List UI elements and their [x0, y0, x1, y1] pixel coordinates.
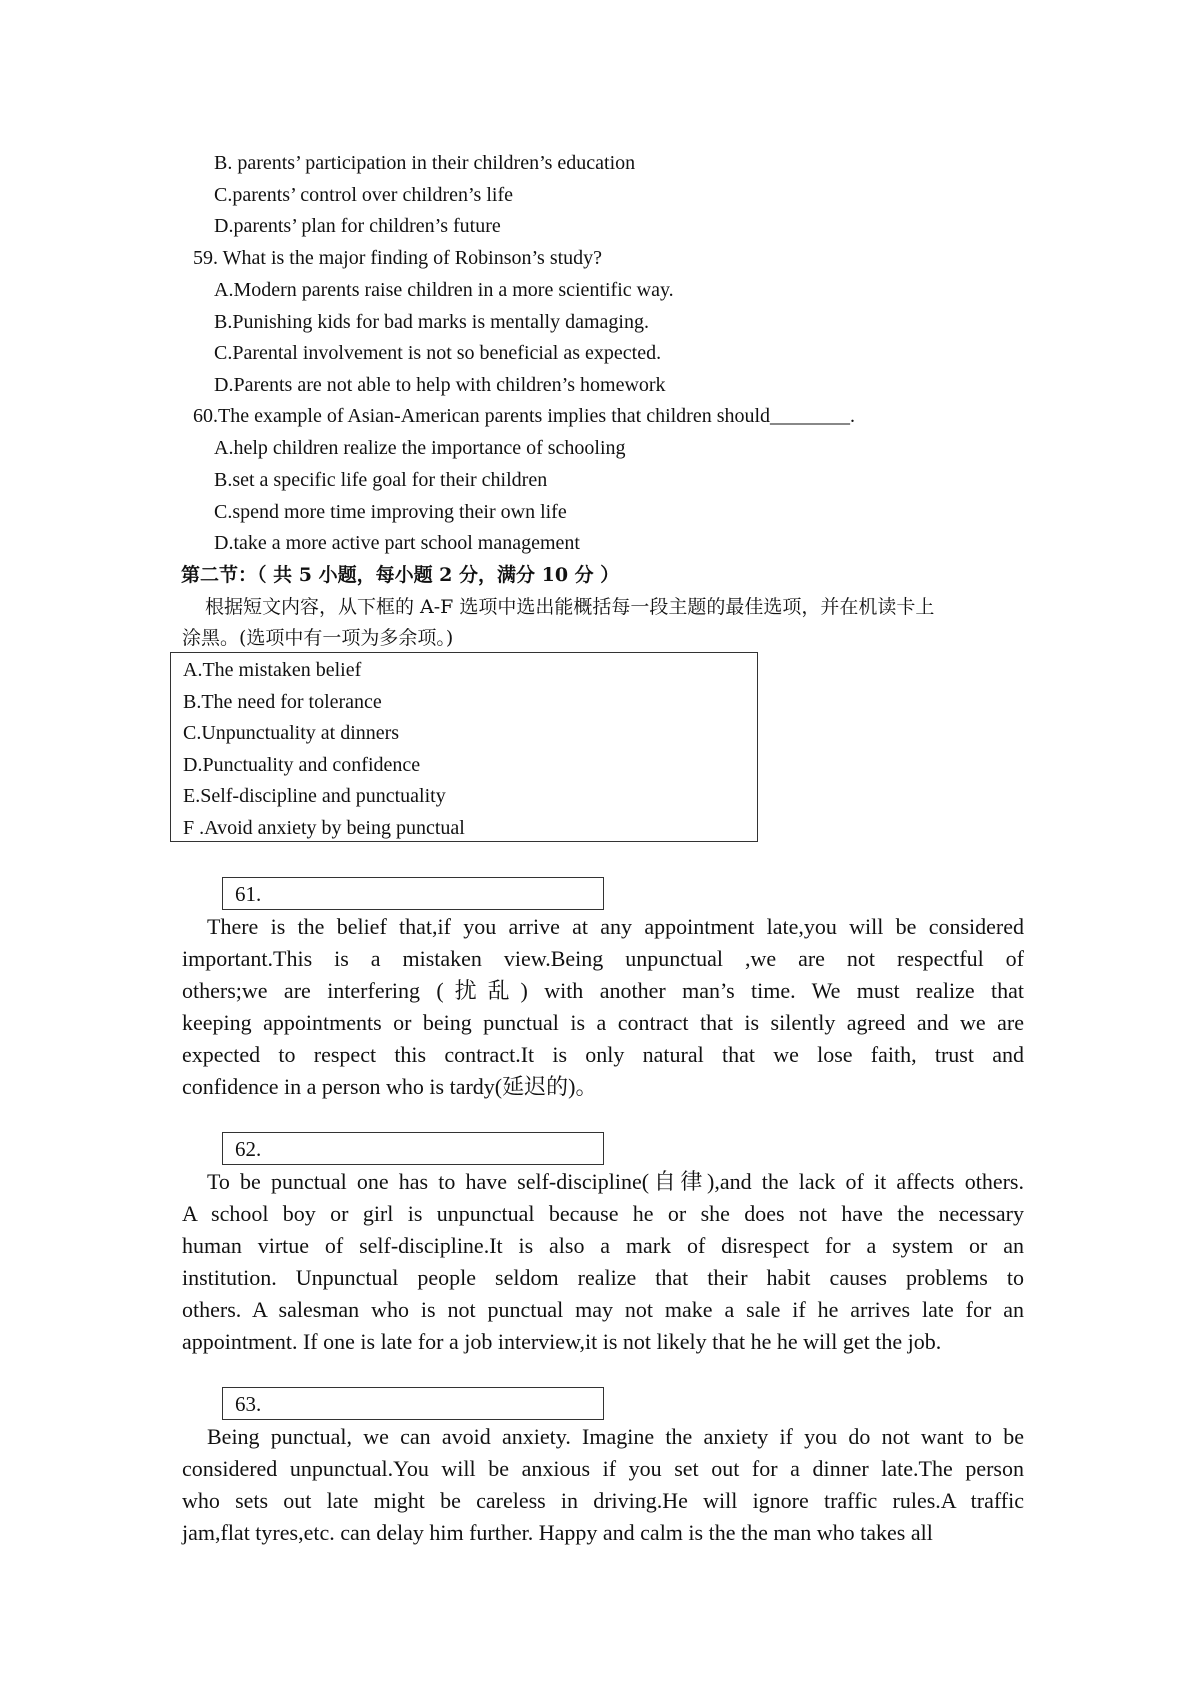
passage-line: who sets out late might be careless in driving.He will ignore traffic rules.A traffic: [182, 1488, 1024, 1513]
q60-option-b: B.set a specific life goal for their children: [214, 469, 548, 491]
heading-options-box: [170, 652, 758, 842]
q58-option-c: C.parents’ control over children’s life: [214, 184, 513, 206]
passage-line: considered unpunctual.You will be anxious if you set out for a dinner late.The person: [182, 1456, 1024, 1481]
passage-63: [182, 1421, 1024, 1549]
q60-option-a: A.help children realize the importance of schooling: [214, 437, 626, 459]
q59-option-b: B.Punishing kids for bad marks is mentally damaging.: [214, 311, 649, 333]
passage-62: [182, 1166, 1024, 1358]
passage-line: human virtue of self-discipline.It is also a mark of disrespect for a system or an: [182, 1233, 1024, 1258]
passage-line: others. A salesman who is not punctual may not make a sale if he arrives late for an: [182, 1297, 1024, 1322]
passage-61: [182, 911, 1024, 1103]
heading-option-e: E.Self-discipline and punctuality: [183, 785, 446, 807]
q60-option-c: C.spend more time improving their own life: [214, 501, 567, 523]
q59-option-a: A.Modern parents raise children in a more scientific way.: [214, 279, 674, 301]
heading-option-f: F .Avoid anxiety by being punctual: [183, 817, 465, 839]
section2-heading: 第二节：（ 共 5 小题，每小题 2 分，满分 10 分 ）: [181, 564, 620, 586]
passage-line: To be punctual one has to have self-discipline(自律),and the lack of it affects others.: [207, 1169, 1024, 1194]
heading-option-d: D.Punctuality and confidence: [183, 754, 421, 776]
q58-option-d: D.parents’ plan for children’s future: [214, 215, 501, 237]
q60-stem: 60.The example of Asian-American parents implies that children should________.: [193, 405, 856, 427]
q60-option-d: D.take a more active part school management: [214, 532, 580, 554]
q58-option-b: B. parents’ participation in their children’s education: [214, 152, 636, 174]
q59-option-c: C.Parental involvement is not so beneficial as expected.: [214, 342, 662, 364]
heading-option-a: A.The mistaken belief: [183, 659, 362, 681]
answer-box-62: 62.: [222, 1132, 604, 1165]
answer-box-61: 61.: [222, 877, 604, 910]
heading-option-b: B.The need for tolerance: [183, 691, 382, 713]
passage-line: appointment. If one is late for a job interview,it is not likely that he he will get the job.: [182, 1329, 942, 1354]
passage-line: Being punctual, we can avoid anxiety. Imagine the anxiety if you do not want to be: [207, 1424, 1024, 1449]
section2-instruction-line2: 涂黑。(选项中有一项为多余项。): [182, 627, 454, 649]
q59-stem: 59. What is the major finding of Robinson’s study?: [193, 247, 603, 269]
passage-line: jam,flat tyres,etc. can delay him further. Happy and calm is the the man who takes all: [182, 1520, 933, 1545]
passage-line: important.This is a mistaken view.Being unpunctual ,we are not respectful of: [182, 946, 1024, 971]
passage-line: expected to respect this contract.It is only natural that we lose faith, trust and: [182, 1042, 1024, 1067]
passage-line: There is the belief that,if you arrive at any appointment late,you will be considered: [207, 914, 1024, 939]
passage-line: keeping appointments or being punctual is a contract that is silently agreed and we are: [182, 1010, 1024, 1035]
passage-line: institution. Unpunctual people seldom realize that their habit causes problems to: [182, 1265, 1024, 1290]
section2-instruction-line1: 根据短文内容，从下框的 A-F 选项中选出能概括每一段主题的最佳选项，并在机读卡上: [205, 596, 935, 618]
passage-line: confidence in a person who is tardy(延迟的)。: [182, 1074, 598, 1099]
passage-line: others;we are interfering (扰乱) with another man’s time. We must realize that: [182, 978, 1024, 1003]
passage-line: A school boy or girl is unpunctual because he or she does not have the necessary: [182, 1201, 1024, 1226]
heading-option-c: C.Unpunctuality at dinners: [183, 722, 400, 744]
answer-box-63: 63.: [222, 1387, 604, 1420]
q59-option-d: D.Parents are not able to help with children’s homework: [214, 374, 666, 396]
